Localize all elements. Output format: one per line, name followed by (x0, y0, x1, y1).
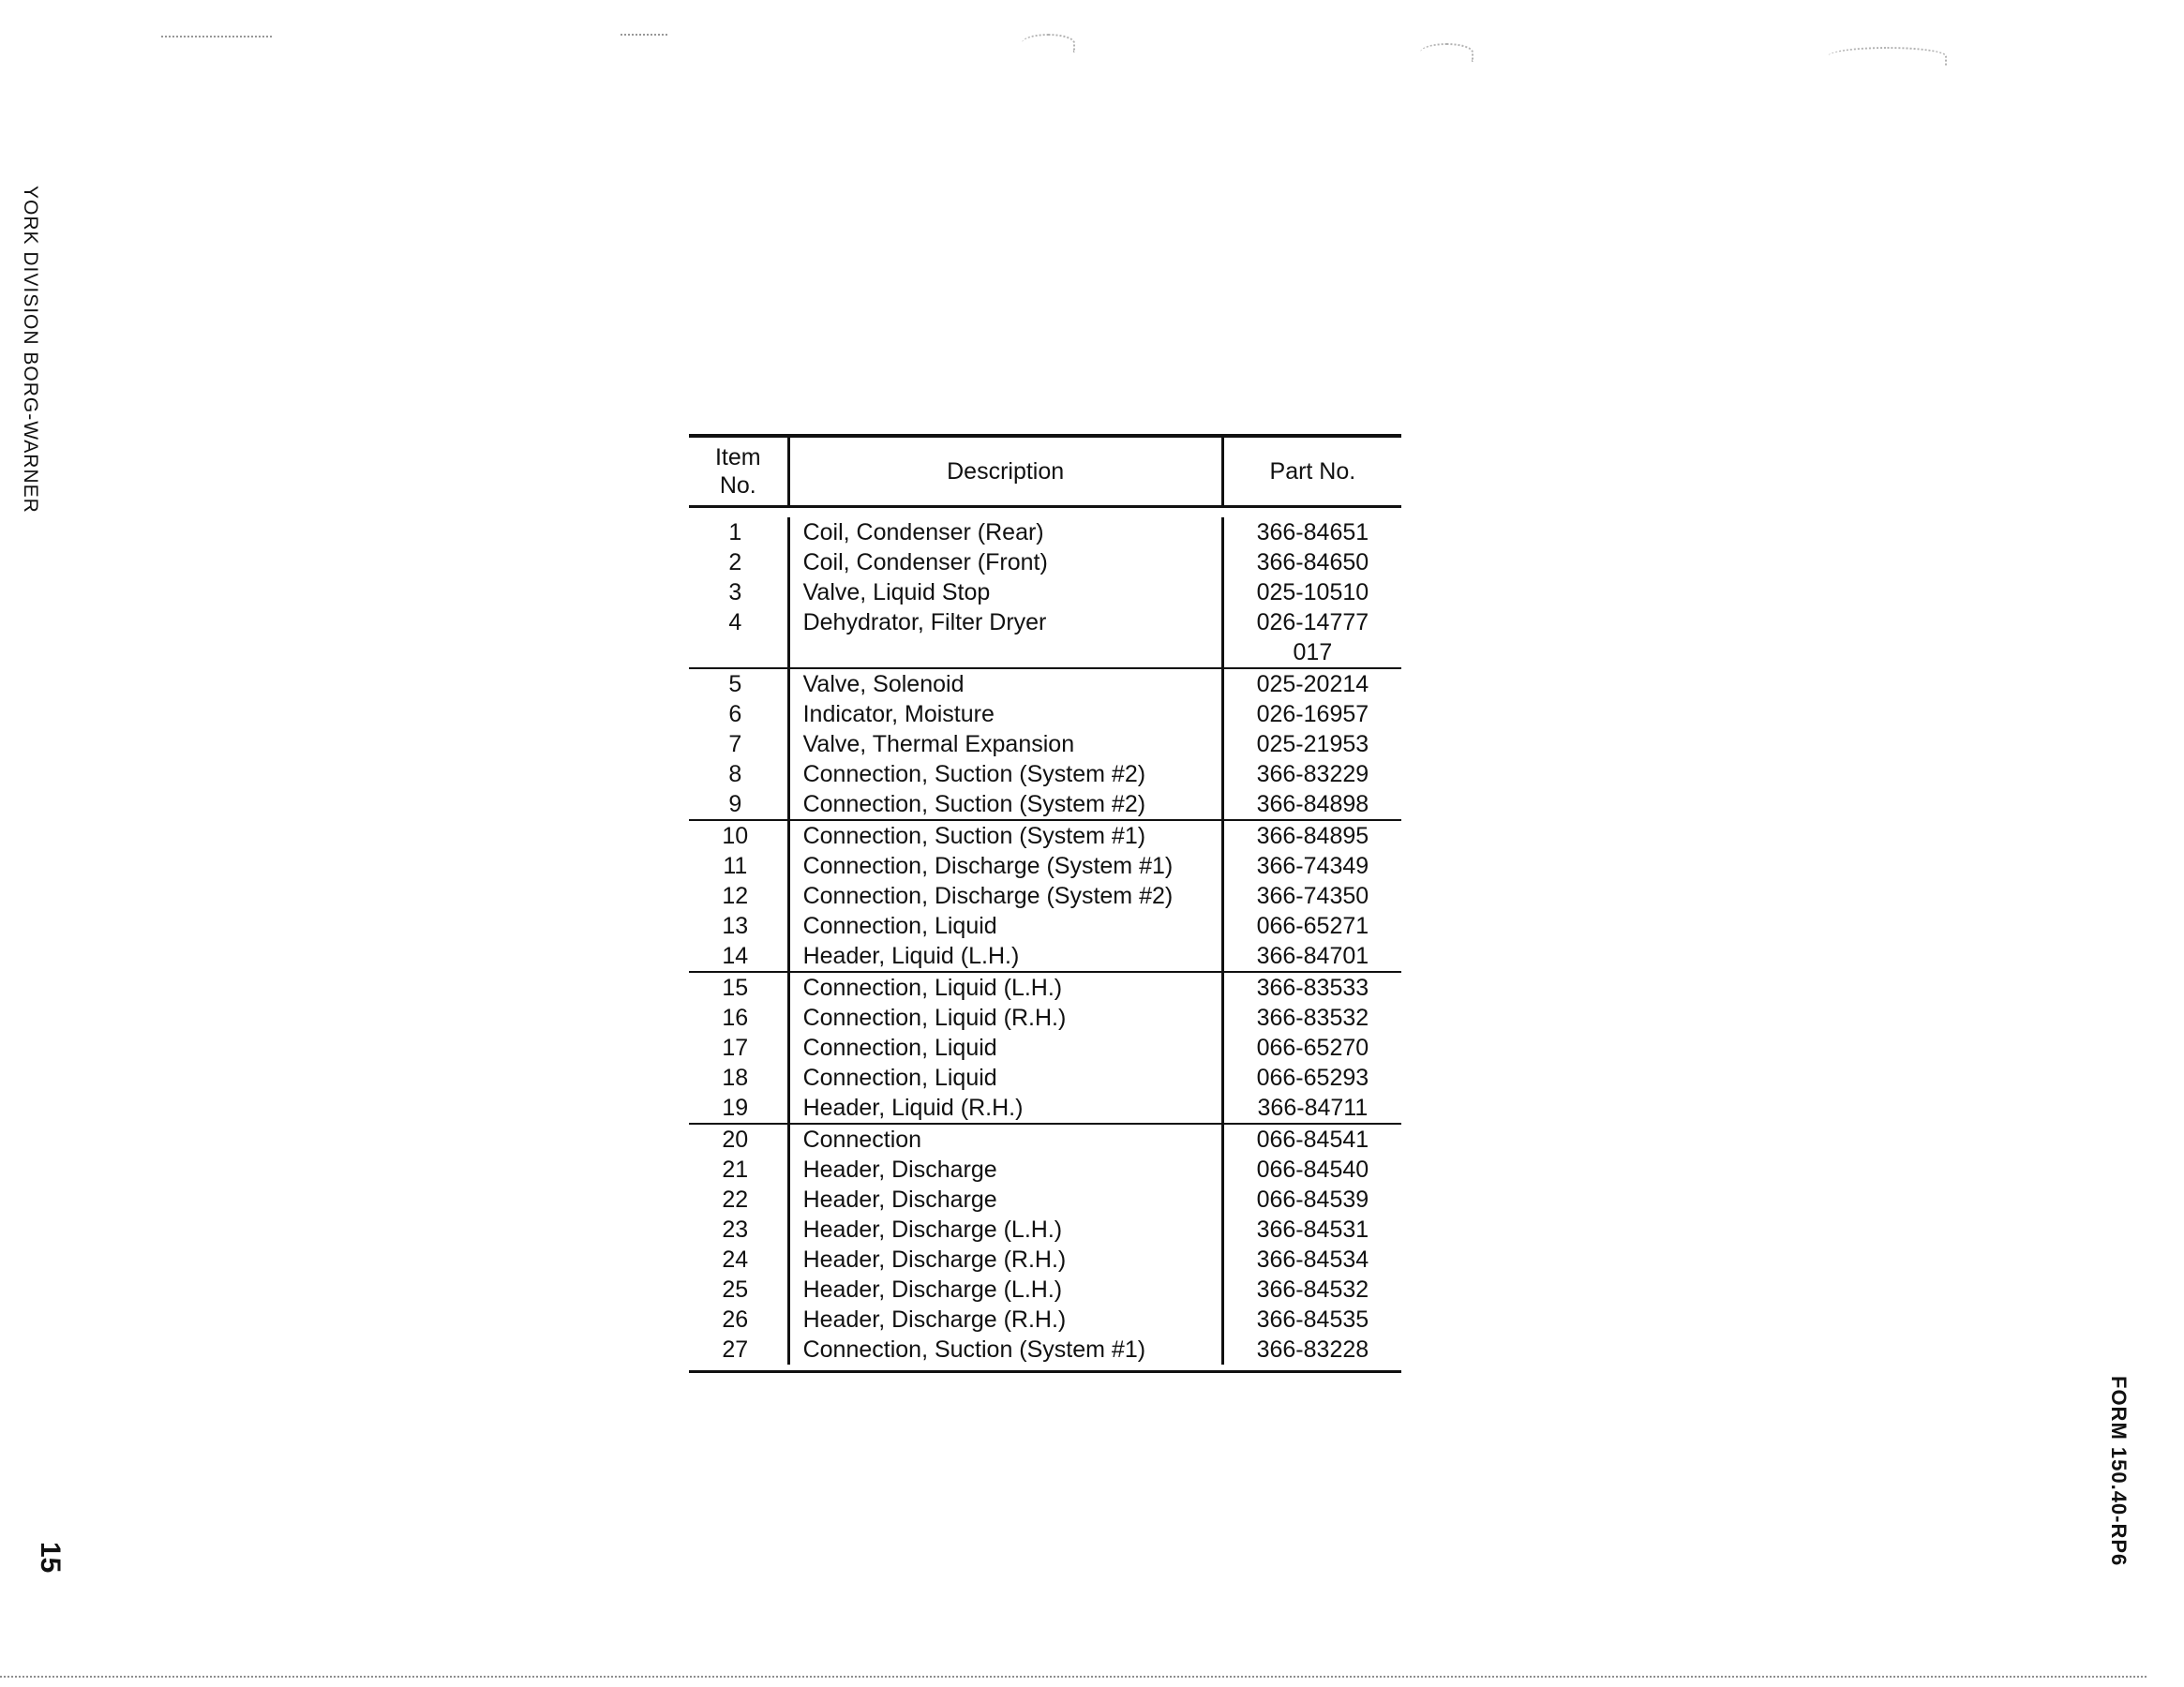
item-number-cell: 5 (728, 671, 742, 697)
description-cell: Header, Discharge (787, 1185, 1221, 1215)
item-number-cell: 21 (722, 1157, 749, 1183)
scan-artifact (621, 34, 667, 37)
description-cell: Header, Liquid (R.H.) (787, 1093, 1221, 1123)
table-row (689, 577, 1401, 607)
item-number-cell: 14 (722, 943, 749, 969)
item-number-cell: 15 (722, 975, 749, 1001)
description-cell (787, 637, 1221, 667)
parts-table (689, 434, 1401, 1373)
part-number-cell: 366-84532 (1221, 1275, 1401, 1305)
item-number-cell: 2 (728, 549, 742, 575)
item-number-cell: 12 (722, 883, 749, 909)
description-cell: Indicator, Moisture (787, 699, 1221, 729)
form-number-vertical: FORM 150.40-RP6 (2107, 1376, 2131, 1567)
part-number-cell: 026-14777 (1221, 607, 1401, 637)
part-number-cell: 066-65293 (1221, 1063, 1401, 1093)
description-cell: Valve, Thermal Expansion (787, 729, 1221, 759)
table-row (689, 517, 1401, 547)
description-cell: Connection, Suction (System #1) (787, 1335, 1221, 1365)
description-cell: Connection, Liquid (787, 911, 1221, 941)
scan-artifact (1420, 43, 1473, 62)
header-no-label: No. (719, 472, 756, 499)
part-number-cell: 066-84539 (1221, 1185, 1401, 1215)
part-number-cell: 066-84540 (1221, 1155, 1401, 1185)
table-row (689, 1063, 1401, 1093)
table-row (689, 881, 1401, 911)
row-group (689, 1125, 1401, 1373)
table-row (689, 851, 1401, 881)
item-number-cell: 9 (728, 791, 742, 817)
item-number-cell: 22 (722, 1187, 749, 1213)
table-row (689, 1003, 1401, 1033)
table-body (689, 508, 1401, 1373)
item-number-cell: 18 (722, 1065, 749, 1091)
header-item-no (689, 438, 787, 505)
company-name-vertical: YORK DIVISION BORG-WARNER (20, 186, 41, 514)
page-number: 15 (35, 1542, 66, 1574)
description-cell: Valve, Liquid Stop (787, 577, 1221, 607)
header-part-no: Part No. (1221, 438, 1401, 505)
row-group (689, 508, 1401, 669)
item-number-cell (689, 637, 787, 667)
item-number-cell: 17 (722, 1035, 749, 1061)
description-cell: Header, Discharge (R.H.) (787, 1245, 1221, 1275)
part-number-cell: 366-84651 (1221, 517, 1401, 547)
description-cell: Coil, Condenser (Rear) (787, 517, 1221, 547)
table-row (689, 607, 1401, 637)
part-number-cell: 026-16957 (1221, 699, 1401, 729)
part-number-cell: 366-84895 (1221, 821, 1401, 851)
item-number-cell: 10 (722, 823, 749, 849)
description-cell: Dehydrator, Filter Dryer (787, 607, 1221, 637)
item-number-cell: 16 (722, 1005, 749, 1031)
part-number-cell: 066-65270 (1221, 1033, 1401, 1063)
description-cell: Connection, Liquid (R.H.) (787, 1003, 1221, 1033)
item-number-cell: 26 (722, 1306, 749, 1333)
part-number-cell: 366-84534 (1221, 1245, 1401, 1275)
row-group (689, 821, 1401, 973)
table-row (689, 1185, 1401, 1215)
description-cell: Header, Discharge (L.H.) (787, 1215, 1221, 1245)
description-cell: Connection, Liquid (787, 1033, 1221, 1063)
table-row (689, 1093, 1401, 1123)
part-number-cell: 366-83228 (1221, 1335, 1401, 1365)
description-cell: Coil, Condenser (Front) (787, 547, 1221, 577)
table-row (689, 1125, 1401, 1155)
item-number-cell: 23 (722, 1217, 749, 1243)
part-number-cell: 366-84898 (1221, 789, 1401, 819)
part-number-cell: 366-84531 (1221, 1215, 1401, 1245)
part-number-cell: 366-83533 (1221, 973, 1401, 1003)
part-number-cell: 366-84535 (1221, 1305, 1401, 1335)
description-cell: Connection, Suction (System #1) (787, 821, 1221, 851)
table-row (689, 729, 1401, 759)
part-number-cell: 366-84711 (1221, 1093, 1401, 1123)
description-cell: Header, Discharge (787, 1155, 1221, 1185)
part-number-cell: 366-84650 (1221, 547, 1401, 577)
description-cell: Valve, Solenoid (787, 669, 1221, 699)
part-number-cell: 025-20214 (1221, 669, 1401, 699)
item-number-cell: 11 (723, 853, 748, 879)
table-row (689, 1245, 1401, 1275)
description-cell: Connection, Discharge (System #2) (787, 881, 1221, 911)
description-cell: Header, Discharge (R.H.) (787, 1305, 1221, 1335)
description-cell: Connection, Suction (System #2) (787, 759, 1221, 789)
scan-artifact (1828, 47, 1947, 66)
table-row (689, 759, 1401, 789)
description-cell: Connection, Discharge (System #1) (787, 851, 1221, 881)
description-cell: Connection (787, 1125, 1221, 1155)
item-number-cell: 8 (728, 761, 742, 787)
item-number-cell: 4 (728, 609, 742, 635)
row-group (689, 669, 1401, 821)
row-group (689, 973, 1401, 1125)
table-row (689, 699, 1401, 729)
table-row (689, 1335, 1401, 1365)
table-row (689, 789, 1401, 819)
table-header (689, 434, 1401, 508)
item-number-cell: 25 (722, 1276, 749, 1303)
scan-artifact (161, 36, 272, 39)
description-cell: Connection, Liquid (L.H.) (787, 973, 1221, 1003)
scan-artifact (1022, 34, 1075, 52)
item-number-cell: 3 (728, 579, 742, 605)
table-row (689, 973, 1401, 1003)
part-number-cell: 366-74350 (1221, 881, 1401, 911)
item-number-cell: 27 (722, 1336, 749, 1363)
item-number-cell: 24 (722, 1247, 749, 1273)
description-cell: Connection, Liquid (787, 1063, 1221, 1093)
item-number-cell: 13 (722, 913, 749, 939)
item-number-cell: 6 (728, 701, 742, 727)
part-number-cell: 025-10510 (1221, 577, 1401, 607)
part-number-cell: 066-84541 (1221, 1125, 1401, 1155)
table-row (689, 637, 1401, 667)
part-number-cell: 366-83532 (1221, 1003, 1401, 1033)
table-row (689, 547, 1401, 577)
table-row (689, 1275, 1401, 1305)
part-number-cell: 025-21953 (1221, 729, 1401, 759)
table-row (689, 669, 1401, 699)
part-number-cell: 066-65271 (1221, 911, 1401, 941)
part-number-cell: 017 (1221, 637, 1401, 667)
table-row (689, 821, 1401, 851)
description-cell: Connection, Suction (System #2) (787, 789, 1221, 819)
description-cell: Header, Discharge (L.H.) (787, 1275, 1221, 1305)
item-number-cell: 20 (722, 1127, 749, 1153)
header-item-label: Item (714, 444, 761, 470)
item-number-cell: 1 (728, 519, 742, 545)
table-row (689, 1305, 1401, 1335)
page-bottom-edge (0, 1676, 2147, 1678)
part-number-cell: 366-83229 (1221, 759, 1401, 789)
table-row (689, 911, 1401, 941)
description-cell: Header, Liquid (L.H.) (787, 941, 1221, 971)
item-number-cell: 7 (728, 731, 742, 757)
part-number-cell: 366-74349 (1221, 851, 1401, 881)
table-row (689, 941, 1401, 971)
table-row (689, 1033, 1401, 1063)
table-row (689, 1215, 1401, 1245)
item-number-cell: 19 (722, 1095, 749, 1121)
part-number-cell: 366-84701 (1221, 941, 1401, 971)
table-row (689, 1155, 1401, 1185)
header-description: Description (787, 438, 1221, 505)
